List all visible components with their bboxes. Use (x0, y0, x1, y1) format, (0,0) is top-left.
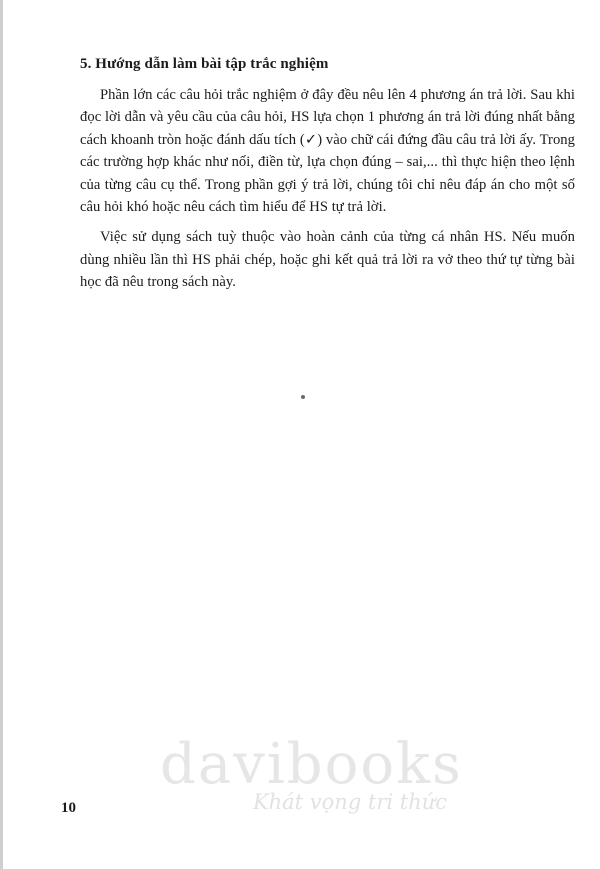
instructions-section (80, 54, 575, 302)
watermark-subtitle: Khát vọng tri thức (252, 790, 448, 814)
section-heading: 5. Hướng dẫn làm bài tập trắc nghiệm (80, 56, 329, 72)
page-edge (0, 0, 3, 869)
watermark-title: davibooks (160, 732, 463, 797)
watermark (160, 732, 463, 814)
paragraph-multiple-choice: Phần lớn các câu hỏi trắc nghiệm ở đây đều nêu lên 4 phương án trả lời. Sau khi đọc lời dẫn và yêu cầu của câu hỏi, HS lựa chọn 1 phương án trả lời đúng nhất bằng cách khoanh tròn hoặc đánh dấu tích (✓) vào chữ cái đứng đầu câu trả lời ấy. Trong các trường hợp khác như nối, điền từ, lựa chọn đúng – sai,... thì thực hiện theo lệnh của từng câu cụ thể. Trong phần gợi ý trả lời, chúng tôi chỉ nêu đáp án cho một số câu hỏi khó hoặc nêu cách tìm hiểu để HS tự trả lời. (80, 87, 575, 216)
page-number: 10 (61, 800, 76, 816)
stray-dot (301, 395, 305, 399)
paragraph-book-usage: Việc sử dụng sách tuỳ thuộc vào hoàn cảnh của từng cá nhân HS. Nếu muốn dùng nhiều lần thì HS phải chép, hoặc ghi kết quả trả lời ra vở theo thứ tự từng bài học đã nêu trong sách này. (80, 229, 575, 291)
